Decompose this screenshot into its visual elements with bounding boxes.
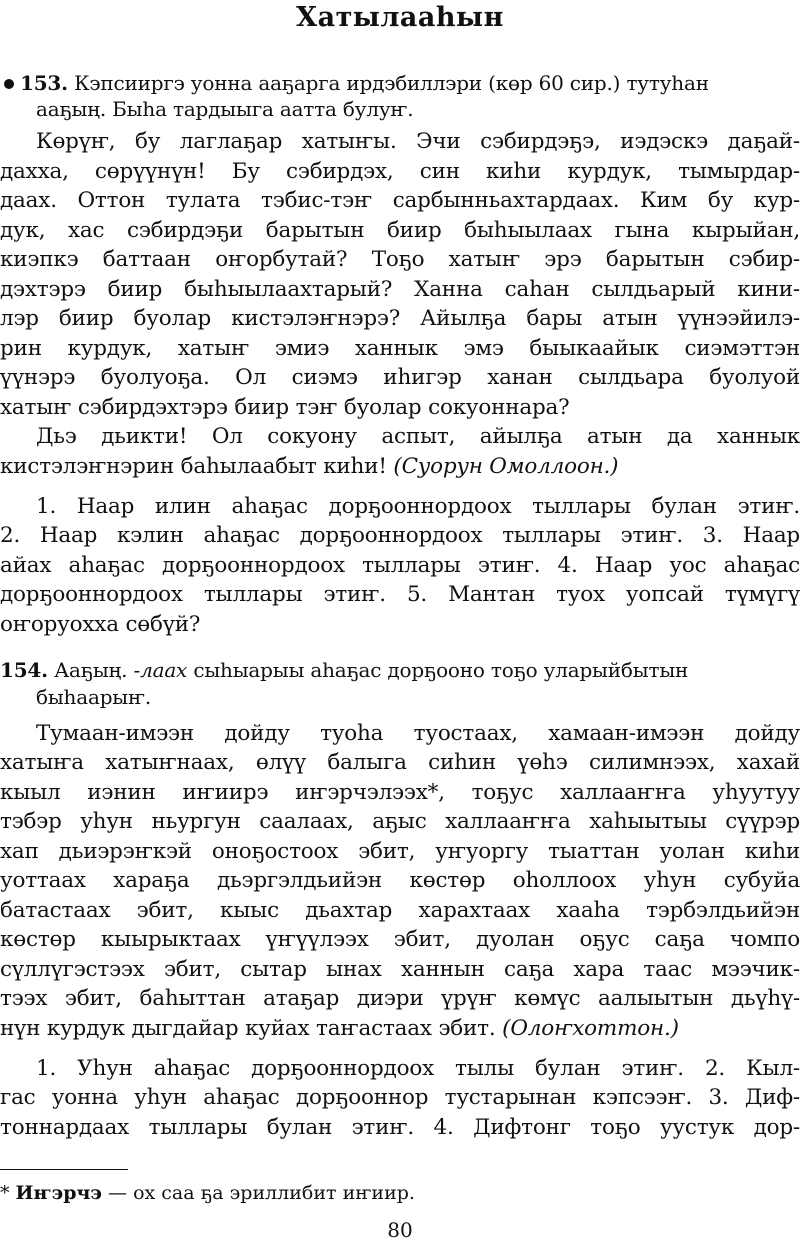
text-line: киэпкэ баттаан оҥорбутай? Тоҕо хатыҥ эрэ барытын сэбир- [0, 247, 800, 272]
exercise-number: 154. [0, 658, 48, 682]
footnote-term: Иҥэрчэ [15, 1182, 102, 1204]
footnote: * Иҥэрчэ — ох саа ҕа эриллибит иҥиир. [0, 1182, 415, 1204]
text-line: көстөр кыырыктаах үҥүүлээх эбит, дуолан оҕус саҕа чомпо [0, 927, 800, 952]
exercise-number: 153. [20, 71, 68, 95]
bullet-icon [4, 79, 14, 89]
text-line-with-source: нүн курдук дыгдайар куйах таҥастаах эбит. (Олоҥхоттон.) [0, 1016, 679, 1041]
text-line-with-source: кистэлэҥнэрин баhылаабыт киhи! (Суорун Омоллоон.) [0, 454, 619, 479]
text-line: лэр биир буолар кистэлэҥнэрэ? Айылҕа бары атын үүнээйилэ- [0, 306, 800, 331]
exercise-153-instruction-line-1: 153. Кэпсииргэ уонна ааҕарга ирдэбиллэри (көр 60 сир.) тутуhан [0, 68, 800, 98]
text-line: дэхтэрэ биир быhыылаахтарый? Ханна саhан сылдьарый кини- [0, 277, 800, 302]
task-line: тоннардаах тыллары булан этиҥ. 4. Дифтонг тоҕо уустук дор- [0, 1115, 800, 1140]
text-line: хатыҥа хатыҥнаах, өлүү балыга сиhин үөhэ силимнээх, хахай [0, 750, 800, 775]
text-line: дахха, сөрүүнүн! Бу сэбирдэх, син киhи курдук, тымырдар- [0, 159, 800, 184]
exercise-153-instruction-line-2: ааҕың. Быhа тардыыга аатта булуҥ. [36, 97, 414, 121]
task-line: оҥоруохха сөбүй? [0, 612, 201, 637]
source-citation: (Олоҥхоттон.) [502, 1016, 679, 1041]
task-line: дорҕооннордоох тыллары этиҥ. 5. Мантан туох уопсай түмүгү [0, 582, 800, 607]
text-line: даах. Оттон тулата тэбис-тэҥ сарбынньахтардаах. Ким бу кур- [0, 188, 800, 213]
footnote-divider [0, 1169, 128, 1170]
text-line: кыыл иэнин иҥиирэ иҥэрчэлээх*, тоҕус халлааҥҥа уhуутуу [0, 780, 800, 805]
task-line: гас уонна уhун аhаҕас дорҕооннор тустарынан кэпсээҥ. 3. Диф- [0, 1085, 800, 1110]
text-line: Дьэ дьикти! Ол сокуону аспыт, айылҕа атын да ханнык [36, 424, 800, 449]
text-line: хап дьиэрэҥкэй оноҕостоох эбит, уҥуоргу тыаттан уолан киhи [0, 839, 800, 864]
task-line: 1. Уhун аhаҕас дорҕооннордоох тылы булан этиҥ. 2. Кыл- [36, 1056, 800, 1081]
text-line: уоттаах хараҕа дьэргэлдьийэн көстөр оhоллоох уhун субуйа [0, 868, 800, 893]
text-line: батастаах эбит, кыыс дьахтар харахтаах хааhа тэрбэлдьийэн [0, 898, 800, 923]
text-line: хатыҥ сэбирдэхтэрэ биир тэҥ буолар сокуоннара? [0, 395, 570, 420]
text-line: дук, хас сэбирдэҕи барытын биир быhыылаах гына кырыйан, [0, 218, 800, 243]
text-line: сүллүгэстээх эбит, сытар ынах ханнын саҕа хара таас мээчик- [0, 957, 800, 982]
task-line: 2. Наар кэлин аhаҕас дорҕооннордоох тыллары этиҥ. 3. Наар [0, 523, 800, 548]
text-line: рин курдук, хатыҥ эмиэ ханнык эмэ быыкаайык сиэмэттэн [0, 336, 800, 361]
exercise-154-instruction-line-2: быhаарыҥ. [36, 685, 152, 709]
source-citation: (Суорун Омоллоон.) [393, 454, 619, 479]
text-line: үүнэрэ буолуоҕа. Ол сиэмэ иhигэр ханан сылдьара буолуой [0, 365, 800, 390]
text-line: Тумаан-имээн дойду туоhа туостаах, хамаан-имээн дойду [36, 721, 800, 746]
task-line: 1. Наар илин аhаҕас дорҕооннордоох тыллары булан этиҥ. [36, 494, 800, 519]
text-line: тээх эбит, баhыттан атаҕар диэри үрүҥ көмүс аалыытын дьүhү- [0, 986, 800, 1011]
page-number: 80 [387, 1218, 413, 1242]
footnote-definition: — ох саа ҕа эриллибит иҥиир. [108, 1182, 415, 1204]
exercise-154-instruction-line-1: 154. Ааҕың. -лаах сыhыарыы аhаҕас дорҕооно тоҕо уларыйбытын [0, 658, 689, 682]
page-title: Хатылааhын [296, 2, 504, 33]
text-line: Көрүҥ, бу лаглаҕар хатыҥы. Эчи сэбирдэҕэ, иэдэскэ даҕай- [36, 129, 800, 154]
task-line: айах аhаҕас дорҕооннордоох тыллары этиҥ. 4. Наар уос аhаҕас [0, 553, 800, 578]
text-line: тэбэр уhун ньургун саалаах, аҕыс халлааҥҥа хаhыытыы сүүрэр [0, 809, 800, 834]
